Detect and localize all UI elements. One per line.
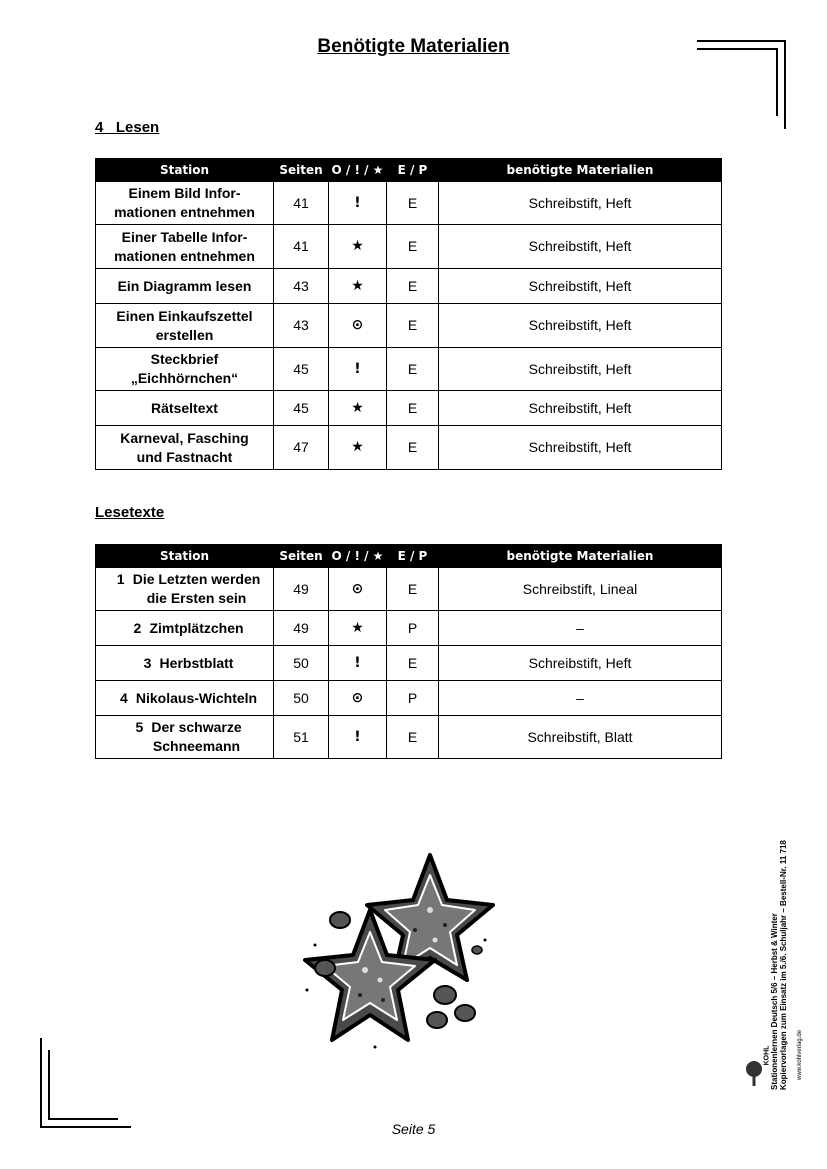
symbol-cell: ⊙ <box>329 304 387 348</box>
station-name: Der schwarze Schneemann <box>151 719 242 754</box>
pages-cell: 51 <box>274 716 329 759</box>
ep-cell: E <box>387 426 439 470</box>
section-heading-lesen <box>95 119 159 136</box>
ep-cell: E <box>387 716 439 759</box>
section-heading-lesetexte: Lesetexte <box>95 504 165 521</box>
pages-cell: 41 <box>274 225 329 269</box>
gingerbread-stars-icon <box>295 850 495 1050</box>
symbol-cell: ⊙ <box>329 568 387 611</box>
station-cell <box>96 681 274 716</box>
column-header-seiten: Seiten <box>274 159 329 182</box>
section-number: 4 <box>95 119 104 136</box>
materials-cell: Schreibstift, Heft <box>439 304 722 348</box>
column-header-symbol: O / ! / ★ <box>329 545 387 568</box>
ep-cell: E <box>387 269 439 304</box>
station-number: 5 <box>135 719 144 735</box>
ep-cell: E <box>387 568 439 611</box>
station-number: 2 <box>133 619 142 636</box>
ep-cell: P <box>387 611 439 646</box>
station-number: 1 <box>116 571 125 587</box>
table-row <box>96 304 722 348</box>
materials-cell: Schreibstift, Heft <box>439 426 722 470</box>
pages-cell: 49 <box>274 611 329 646</box>
symbol-cell: ★ <box>329 269 387 304</box>
table-row <box>96 646 722 681</box>
column-header-station: Station <box>96 545 274 568</box>
station-cell: Einem Bild Infor- mationen entnehmen <box>96 182 274 225</box>
ep-cell: E <box>387 304 439 348</box>
materials-table-lesetexte <box>95 544 722 759</box>
station-name: Die Letzten werden die Ersten sein <box>132 571 261 606</box>
table-row <box>96 716 722 759</box>
station-cell <box>96 646 274 681</box>
ep-cell: E <box>387 225 439 269</box>
materials-cell: Schreibstift, Heft <box>439 269 722 304</box>
column-header-station: Station <box>96 159 274 182</box>
ep-cell: P <box>387 681 439 716</box>
station-cell: Steckbrief „Eichhörnchen“ <box>96 348 274 391</box>
symbol-cell: ★ <box>329 426 387 470</box>
pages-cell: 43 <box>274 269 329 304</box>
ep-cell: E <box>387 348 439 391</box>
materials-cell: – <box>439 611 722 646</box>
materials-cell: Schreibstift, Heft <box>439 391 722 426</box>
pages-cell: 43 <box>274 304 329 348</box>
ep-cell: E <box>387 182 439 225</box>
materials-table-lesen <box>95 158 722 470</box>
tree-logo-icon <box>743 1060 765 1088</box>
pages-cell: 50 <box>274 681 329 716</box>
station-cell <box>96 716 274 759</box>
pages-cell: 41 <box>274 182 329 225</box>
station-name: Zimtplätzchen <box>149 619 244 636</box>
station-cell: Ein Diagramm lesen <box>96 269 274 304</box>
table-header-row <box>96 159 722 182</box>
station-cell: Einer Tabelle Infor- mationen entnehmen <box>96 225 274 269</box>
table-row <box>96 568 722 611</box>
column-header-materialien: benötigte Materialien <box>439 159 722 182</box>
ep-cell: E <box>387 391 439 426</box>
materials-cell: Schreibstift, Heft <box>439 646 722 681</box>
materials-cell: Schreibstift, Blatt <box>439 716 722 759</box>
publisher-logo <box>735 1029 804 1090</box>
pages-cell: 47 <box>274 426 329 470</box>
table-row <box>96 681 722 716</box>
symbol-cell: ★ <box>329 611 387 646</box>
table-row <box>96 269 722 304</box>
page-title: Benötigte Materialien <box>317 36 510 57</box>
pages-cell: 45 <box>274 348 329 391</box>
column-header-symbol: O / ! / ★ <box>329 159 387 182</box>
pages-cell: 49 <box>274 568 329 611</box>
station-number: 4 <box>119 689 128 706</box>
station-cell <box>96 568 274 611</box>
station-cell <box>96 611 274 646</box>
column-header-seiten: Seiten <box>274 545 329 568</box>
station-name: Nikolaus-Wichteln <box>135 689 258 706</box>
table-row <box>96 182 722 225</box>
ep-cell: E <box>387 646 439 681</box>
symbol-cell: ! <box>329 646 387 681</box>
table-header-row <box>96 545 722 568</box>
materials-cell: – <box>439 681 722 716</box>
pages-cell: 50 <box>274 646 329 681</box>
symbol-cell: ! <box>329 716 387 759</box>
series-title: Stationenlernen Deutsch 5/6 – Herbst & Winter <box>770 913 779 1090</box>
symbol-cell: ★ <box>329 225 387 269</box>
symbol-cell: ⊙ <box>329 681 387 716</box>
materials-cell: Schreibstift, Lineal <box>439 568 722 611</box>
publisher-name: KOHL <box>763 1045 771 1066</box>
publisher-url: www.kohlverlag.de <box>797 1029 804 1081</box>
table-row <box>96 611 722 646</box>
section-title: Lesen <box>115 119 160 136</box>
table-row <box>96 426 722 470</box>
page-number: Seite 5 <box>391 1121 436 1137</box>
column-header-ep: E / P <box>387 545 439 568</box>
table-row <box>96 348 722 391</box>
station-cell: Rätseltext <box>96 391 274 426</box>
materials-cell: Schreibstift, Heft <box>439 348 722 391</box>
symbol-cell: ! <box>329 182 387 225</box>
series-subtitle: Kopiervorlagen zum Einsatz im 5./6. Schuljahr – Bestell-Nr. 11 718 <box>779 840 788 1090</box>
materials-cell: Schreibstift, Heft <box>439 225 722 269</box>
station-number: 3 <box>143 654 152 671</box>
table-row <box>96 391 722 426</box>
column-header-ep: E / P <box>387 159 439 182</box>
symbol-cell: ! <box>329 348 387 391</box>
table-row <box>96 225 722 269</box>
column-header-materialien: benötigte Materialien <box>439 545 722 568</box>
station-name: Herbstblatt <box>159 654 234 671</box>
station-cell: Karneval, Fasching und Fastnacht <box>96 426 274 470</box>
pages-cell: 45 <box>274 391 329 426</box>
symbol-cell: ★ <box>329 391 387 426</box>
materials-cell: Schreibstift, Heft <box>439 182 722 225</box>
station-cell: Einen Einkaufszettel erstellen <box>96 304 274 348</box>
